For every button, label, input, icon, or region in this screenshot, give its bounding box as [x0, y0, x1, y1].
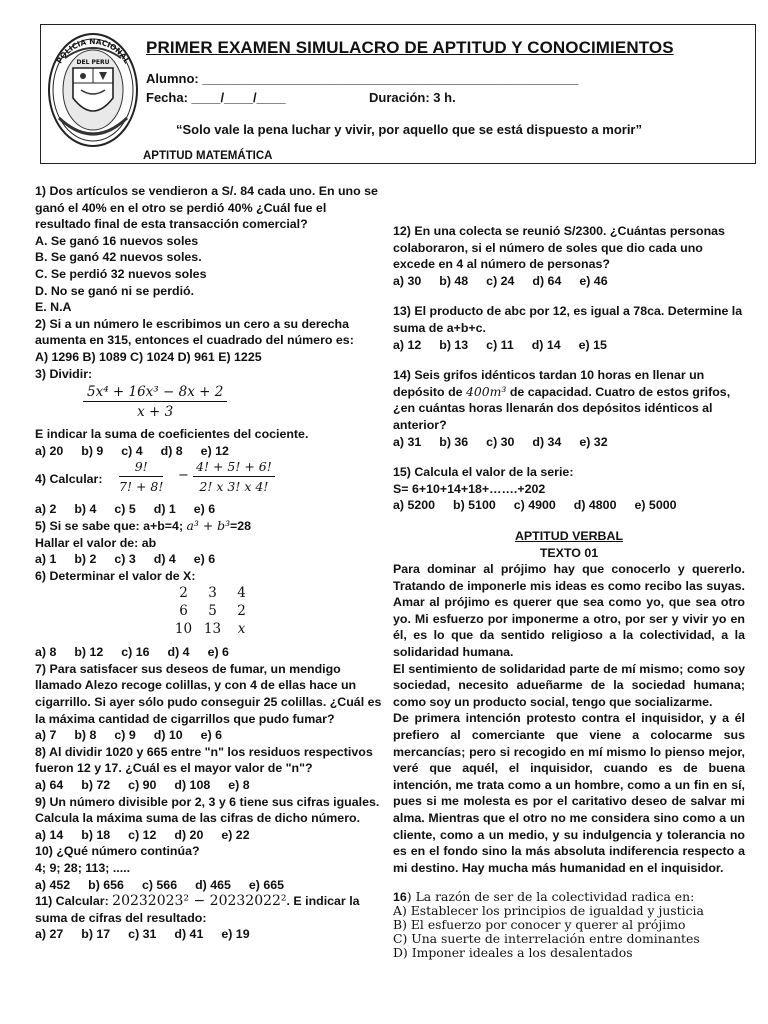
q14-text-b: de capacidad. Cuatro de estos grifos, ¿en cuántas horas llenarán dos depósitos idénticos al anterior? [393, 384, 731, 432]
q13-option-b: b) 13 [439, 337, 469, 352]
q9-options [35, 827, 385, 844]
student-label: Alumno: [146, 71, 199, 86]
q4-f2-denominator: 2! x 3! x 4! [199, 478, 269, 494]
q12-option-c: c) 24 [486, 273, 515, 288]
grid-row [169, 602, 256, 620]
question-13: 13) El producto de abc por 12, es igual a 78ca. Determine la suma de a+b+c. [393, 304, 743, 335]
q11-option-a: a) 27 [35, 927, 64, 942]
q7-options [35, 727, 385, 744]
q15-series: S= 6+10+14+18+…….+202 [393, 481, 546, 496]
q13-option-e: e) 15 [578, 337, 607, 352]
student-blank: ____________________________________________________ [202, 71, 579, 86]
q9-option-a: a) 14 [35, 827, 64, 842]
q6-option-e: e) 6 [207, 645, 229, 660]
q4-minus-sign: − [178, 468, 189, 484]
q4-option-d: d) 1 [153, 502, 176, 517]
grid-cell: 10 [174, 620, 193, 637]
q7-option-e: e) 6 [200, 728, 223, 743]
q8-option-c: c) 90 [128, 778, 157, 793]
q6-options [35, 644, 385, 661]
q7-option-d: d) 10 [153, 728, 183, 743]
q9-option-b: b) 18 [81, 827, 111, 842]
q13-options [393, 337, 745, 354]
right-column [393, 223, 745, 960]
q16-option-a: A) Establecer los principios de igualdad y justicia [393, 903, 704, 919]
grid-row [169, 620, 256, 638]
q7-option-b: b) 8 [74, 728, 97, 743]
question-7: 7) Para satisfacer sus deseos de fumar, un mendigo llamado Alezo recoge colillas, y con 4 de ellas hace un cigarrillo. Si ayer sólo pudo conseguir 25 colillas. ¿Cuál es la máxima cantidad de cigarrillos que pudo fumar? [35, 661, 382, 726]
reading-paragraph-1: Para dominar al prójimo hay que conocerlo y quererlo. Tratando de imponerle mis ideas es como recibo las suyas. Amar al prójimo es querer que sea como yo, que sea otro yo. Mi esfuerzo por imponerme a otro, por ser y vivir yo en él, es lo que da sentido religioso a la colectividad, a la solidaridad humana. [393, 562, 745, 660]
q14-option-b: b) 36 [439, 434, 469, 449]
q8-option-d: d) 108 [174, 778, 211, 793]
q8-option-e: e) 8 [228, 778, 250, 793]
q14-math: 400m³ [465, 383, 507, 399]
q3-fraction [35, 384, 385, 424]
q16-option-d: D) Imponer ideales a los desalentados [393, 945, 633, 961]
q11-option-c: c) 31 [128, 927, 157, 942]
q14-option-c: c) 30 [486, 434, 515, 449]
q10-option-e: e) 665 [248, 877, 285, 892]
q5-options [35, 551, 385, 568]
grid-cell: 2 [179, 584, 188, 601]
q1-option-e: E. N.A [35, 300, 72, 315]
grid-cell: 4 [237, 584, 246, 601]
q5-text: 5) Si se sabe que: a+b=4; [35, 518, 184, 533]
q4-options [35, 501, 385, 518]
q12-option-d: d) 64 [532, 273, 562, 288]
question-6: 6) Determinar el valor de X: [35, 568, 196, 583]
question-16 [393, 890, 745, 960]
q6-option-a: a) 8 [35, 645, 57, 660]
reading-paragraph-3: De primera intención protesto contra el inquisidor, y a él prefiero al comerciante que viene a colocarme sus mercancías; pero si recogido en mí mismo lo pienso mejor, veré que aquél, el inquisidor, cuando es de buena intención, me trata como a un hombre, como a un fin en sí, pues si me molesta es por el caritativo deseo de salvar mi alma. Mientras que el otro no me considera sino como a un cliente, como a un medio, y su indulgencia y tolerancia no es en el fondo sino la más absoluta indiferencia respecto a mi destino. Hay mucha más humanidad en el inquisidor. [393, 711, 745, 875]
q3-numerator: 5x⁴ + 16x³ − 8x + 2 [83, 384, 227, 402]
q5-option-e: e) 6 [193, 552, 216, 567]
q5-value: =28 [230, 518, 252, 533]
q10-sequence: 4; 9; 28; 113; ..... [35, 861, 131, 875]
q4-option-b: b) 4 [74, 502, 97, 517]
q5-option-a: a) 1 [35, 552, 57, 567]
grid-cell: 5 [208, 602, 217, 619]
q15-options [393, 497, 745, 514]
q9-option-c: c) 12 [128, 827, 157, 842]
q13-option-d: d) 14 [531, 337, 561, 352]
student-line [146, 71, 578, 86]
left-column [35, 183, 385, 943]
q3-option-d: d) 8 [160, 443, 183, 458]
q11-label: 11) Calcular: [35, 894, 109, 909]
q15-option-c: c) 4900 [513, 498, 556, 513]
q12-option-a: a) 30 [393, 273, 422, 288]
q12-option-b: b) 48 [439, 273, 469, 288]
q5-ask: Hallar el valor de: ab [35, 535, 157, 550]
question-12: 12) En una colecta se reunió S/2300. ¿Cuántas personas colaboraron, si el número de soles que dio cada uno excede en 4 al número de personas? [393, 224, 725, 272]
q5-option-d: d) 4 [153, 552, 176, 567]
q3-denominator: x + 3 [137, 403, 174, 420]
question-1: 1) Dos artículos se vendieron a S/. 84 cada uno. En uno se ganó el 40% en el otro se perdió 40% ¿Cuál fue el resultado final de esta transacción comercial? [35, 184, 378, 232]
grid-cell: 2 [237, 602, 246, 619]
q4-f1-denominator: 7! + 8! [119, 478, 164, 494]
q5-math: a³ + b³ [186, 517, 231, 533]
q7-option-a: a) 7 [35, 728, 57, 743]
q12-options [393, 273, 745, 290]
q16-number: 16 [393, 890, 407, 905]
date-line [146, 90, 286, 105]
question-4 [35, 459, 385, 501]
q10-options [35, 877, 385, 894]
motto-quote: “Solo vale la pena luchar y vivir, por aquello que se está dispuesto a morir” [176, 122, 642, 137]
grid-cell: 3 [208, 584, 217, 601]
q11-text: . E indicar la suma de cifras del resultado: [35, 894, 360, 925]
q3-options [35, 443, 385, 460]
q3-option-e: e) 12 [200, 443, 229, 458]
q14-text-a: 14) Seis grifos idénticos tardan 10 horas en llenar un depósito de [393, 368, 705, 399]
question-14 [393, 367, 745, 433]
q1-option-d: D. No se ganó ni se perdió. [35, 283, 195, 298]
question-10: 10) ¿Qué número continúa? [35, 844, 200, 859]
grid-cell: 6 [179, 602, 188, 619]
text-title: TEXTO 01 [539, 545, 599, 560]
emblem-text-top: POLICIA NACIONAL [54, 36, 132, 66]
police-emblem-icon [47, 28, 139, 154]
q15-option-e: e) 5000 [634, 498, 677, 513]
q10-option-c: c) 566 [141, 877, 178, 892]
q4-option-c: c) 5 [114, 502, 136, 517]
q15-option-b: b) 5100 [453, 498, 496, 513]
q10-option-a: a) 452 [35, 877, 71, 892]
q10-option-d: d) 465 [195, 877, 231, 892]
subject-title-math: APTITUD MATEMÁTICA [143, 150, 273, 162]
q6-number-grid [35, 584, 385, 644]
q7-option-c: c) 9 [114, 728, 136, 743]
question-15: 15) Calcula el valor de la serie: [393, 465, 574, 480]
grid-cell-unknown: x [237, 620, 246, 637]
q1-option-a: A. Se ganó 16 nuevos soles [35, 233, 199, 248]
q8-options [35, 777, 385, 794]
question-2: 2) Si a un número le escribimos un cero a su derecha aumenta en 315, entonces el cuadrado del número es: [35, 316, 354, 348]
grid-cell: 13 [203, 620, 222, 637]
q14-options [393, 434, 745, 451]
q3-option-c: c) 4 [121, 443, 143, 458]
q11-math: 20232023² − 20232022² [112, 893, 287, 910]
q5-option-c: c) 3 [114, 552, 136, 567]
reading-paragraph-2: El sentimiento de solidaridad parte de mí mismo; como soy sociedad, necesito adueñarme de la sociedad humana; como soy un producto social, tengo que socializarme. [393, 661, 745, 709]
q13-option-a: a) 12 [393, 337, 422, 352]
q4-option-e: e) 6 [193, 502, 216, 517]
q14-option-a: a) 31 [393, 434, 422, 449]
q12-option-e: e) 46 [579, 273, 608, 288]
q3-option-b: b) 9 [81, 443, 104, 458]
q11-option-e: e) 19 [221, 927, 250, 942]
date-blank: ____/____/____ [191, 90, 286, 105]
q1-option-b: B. Se ganó 42 nuevos soles. [35, 250, 202, 265]
q15-option-d: d) 4800 [573, 498, 617, 513]
q4-f1-numerator: 9! [119, 459, 163, 477]
q8-option-a: a) 64 [35, 778, 64, 793]
question-3: 3) Dividir: [35, 366, 93, 381]
q9-option-e: e) 22 [221, 827, 250, 842]
q16-text: ) La razón de ser de la colectividad radica en: [406, 889, 695, 905]
q4-fraction-1 [119, 459, 163, 495]
q9-option-d: d) 20 [174, 827, 204, 842]
q16-option-b: B) El esfuerzo por conocer y querer al prójimo [393, 917, 686, 933]
q3-instruction: E indicar la suma de coeficientes del cociente. [35, 427, 309, 442]
q4-option-a: a) 2 [35, 502, 57, 517]
q5-option-b: b) 2 [74, 552, 97, 567]
question-5 [35, 518, 385, 535]
duration-label: Duración: 3 h. [369, 90, 456, 105]
q1-option-c: C. Se perdió 32 nuevos soles [35, 266, 207, 281]
q4-label: 4) Calcular: [35, 472, 103, 487]
q6-option-d: d) 4 [167, 645, 190, 660]
exam-title: PRIMER EXAMEN SIMULACRO DE APTITUD Y CONOCIMIENTOS [146, 38, 674, 57]
emblem-text-mid: DEL PERU [76, 59, 110, 66]
section-title-verbal: APTITUD VERBAL [514, 528, 624, 543]
question-8: 8) Al dividir 1020 y 665 entre "n" los residuos respectivos fueron 12 y 17. ¿Cuál es el mayor valor de "n"? [35, 744, 373, 776]
q13-option-c: c) 11 [486, 337, 514, 352]
q6-option-b: b) 12 [74, 645, 104, 660]
grid-row [169, 584, 256, 602]
q11-option-b: b) 17 [81, 927, 111, 942]
q4-fraction-2 [193, 459, 275, 495]
q8-option-b: b) 72 [81, 778, 111, 793]
date-label: Fecha: [146, 90, 188, 105]
q2-options: A) 1296 B) 1089 C) 1024 D) 961 E) 1225 [35, 349, 262, 364]
q3-option-a: a) 20 [35, 443, 64, 458]
q16-option-c: C) Una suerte de interrelación entre dominantes [393, 931, 700, 947]
q14-option-d: d) 34 [532, 434, 562, 449]
q10-option-b: b) 656 [88, 877, 124, 892]
question-11 [35, 893, 385, 926]
q11-options [35, 926, 385, 943]
question-9: 9) Un número divisible por 2, 3 y 6 tiene sus cifras iguales. Calcula la máxima suma de las cifras de dicho número. [35, 794, 380, 826]
q4-f2-numerator: 4! + 5! + 6! [193, 459, 275, 477]
q11-option-d: d) 41 [174, 927, 204, 942]
q6-option-c: c) 16 [121, 645, 150, 660]
q14-option-e: e) 32 [579, 434, 608, 449]
q15-option-a: a) 5200 [393, 498, 436, 513]
